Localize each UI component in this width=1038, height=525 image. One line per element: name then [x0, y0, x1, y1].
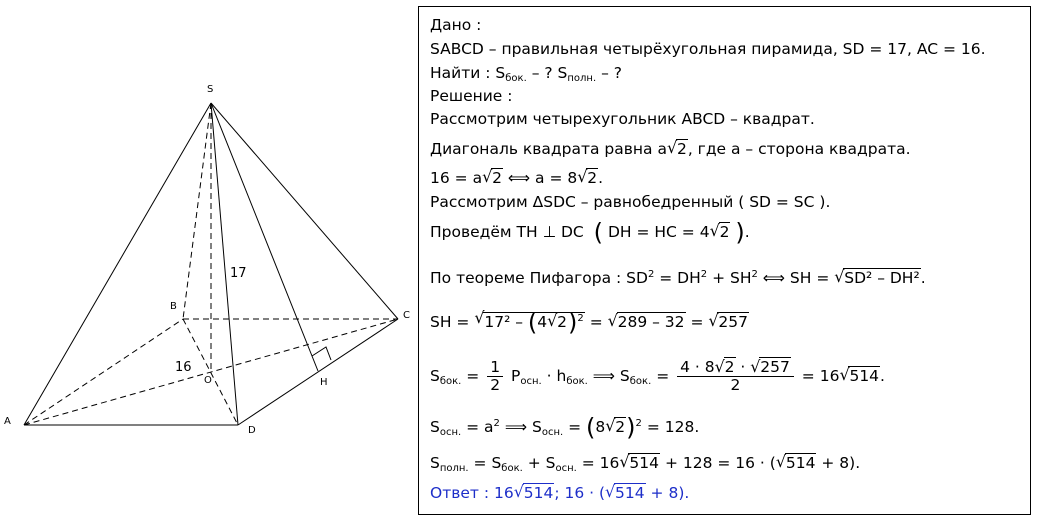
answer-line: Ответ : 16√ 514; 16 · (√ 514 + 8).: [430, 484, 689, 502]
step-side: 16 = a√ 2 ⟺ a = 8√ 2.: [430, 169, 603, 187]
pyramid-figure: [0, 0, 418, 525]
step-diagonal: Диагональ квадрата равна a√ 2, где a – сторона квадрата.: [430, 140, 911, 158]
vertex-h-label: H: [320, 377, 328, 388]
step-lateral-area: $S_{бок.}$ = $\frac{1}{2}$ $P_{осн.} \cdot h_{бок.}$ ⟹ $S_{бок.}$ = $\frac{4 \cdot 8√ 2 \cdot √ 257}{2}$ = 16√ 514.: [430, 359, 885, 394]
apothem-sh: [211, 103, 318, 371]
vertex-d-label: D: [248, 425, 256, 436]
edge-sd-length: 17: [230, 266, 247, 281]
edge-sb: [183, 103, 211, 319]
edge-sd: [211, 103, 238, 425]
step-total-area: $S_{полн.} = S_{бок.} + S_{осн.} = 16√$ 514 + 128 = 16 · (√ 514 + 8).: [430, 454, 860, 478]
vertex-s-label: S: [207, 84, 214, 95]
vertex-o-label: O: [204, 375, 212, 386]
given-label: Дано :: [430, 16, 482, 34]
segment-bo-length: 16: [175, 360, 192, 375]
edge-sa: [24, 103, 211, 425]
step-pythagoras: По теореме Пифагора : $SD^2 = DH^2 + SH^2$ ⟺ SH = √ SD² – DH².: [430, 266, 926, 287]
find-line: Найти : $S_{бок.}$ – ? $S_{полн.}$ – ?: [430, 64, 622, 84]
step-base-area: $S_{осн.} = a^2$ ⟹ $S_{осн.} = (8√$ 2)$^2$ = 128.: [430, 415, 699, 442]
vertex-c-label: C: [403, 310, 410, 321]
step-sh-value: SH = √ 17² – (4√ 2)$^2$ = √ 289 – 32 = √ 257: [430, 310, 749, 332]
solution-label: Решение :: [430, 87, 513, 105]
given-text: SABCD – правильная четырёхугольная пирамида, SD = 17, AC = 16.: [430, 40, 986, 58]
step-isosceles: Рассмотрим ΔSDC – равнобедренный ( SD = SC ).: [430, 193, 831, 211]
vertex-b-label: B: [170, 301, 177, 312]
step-perpendicular: Проведём TH ⊥ DC ( DH = HC = 4√ 2 ).: [430, 223, 750, 242]
edge-sc: [211, 103, 398, 319]
step-square: Рассмотрим четырехугольник ABCD – квадрат.: [430, 110, 815, 128]
solution-box: [418, 6, 1031, 515]
right-angle-mark: [312, 347, 331, 360]
vertex-a-label: A: [4, 416, 11, 427]
edge-ab: [24, 319, 183, 425]
edge-dc: [238, 319, 398, 425]
